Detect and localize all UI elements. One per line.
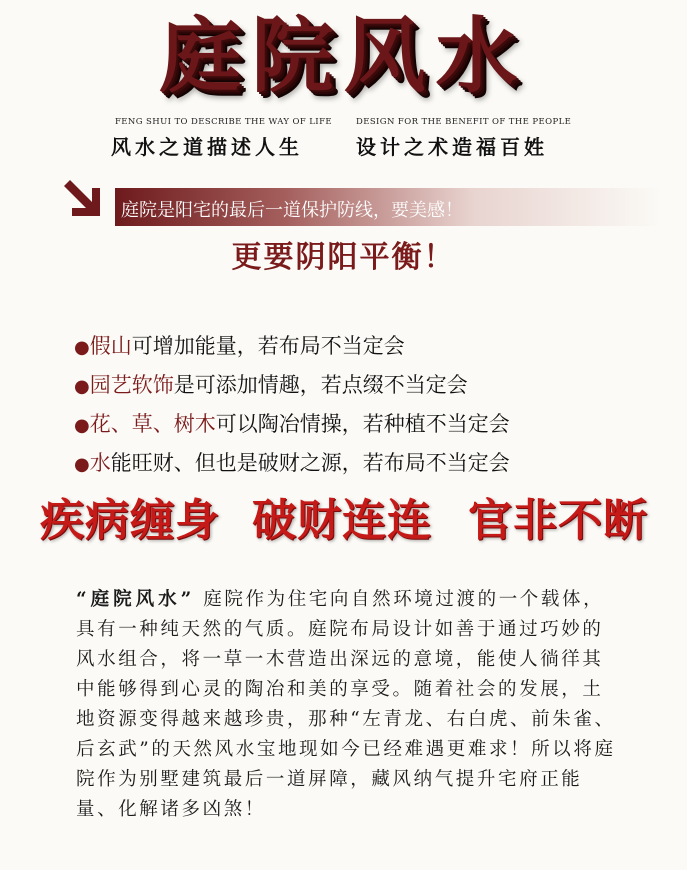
bullet-item	[74, 447, 510, 477]
english-tagline-right: DESIGN FOR THE BENEFIT OF THE PEOPLE	[356, 117, 572, 127]
banner-text: 庭院是阳宅的最后一道保护防线，要美感！	[121, 200, 463, 221]
bullet-text: 是可添加情趣，若点缀不当定会	[173, 373, 468, 397]
bullet-dot-icon: ●	[74, 337, 90, 358]
bullet-highlight: 水	[89, 451, 111, 475]
paragraph-lead: “庭院风水”	[76, 589, 196, 610]
chinese-tagline-right: 设计之术造福百姓	[356, 135, 548, 159]
bullet-text: 能旺财、但也是破财之源，若布局不当定会	[110, 451, 510, 475]
description-paragraph	[76, 585, 616, 825]
warning-illness: 疾病缠身	[40, 495, 220, 546]
bullet-dot-icon: ●	[74, 376, 90, 397]
bullet-highlight: 园艺软饰	[89, 373, 174, 397]
bullet-item	[74, 330, 405, 360]
bullet-highlight: 假山	[89, 334, 132, 358]
page-title: 庭院风水	[159, 8, 528, 104]
bullet-text: 可增加能量，若布局不当定会	[131, 334, 405, 358]
english-tagline-left: FENG SHUI TO DESCRIBE THE WAY OF LIFE	[115, 117, 332, 127]
bullet-dot-icon: ●	[74, 454, 90, 475]
bullet-item	[74, 408, 510, 438]
bullet-highlight: 花、草、树木	[89, 412, 216, 436]
chinese-tagline-left: 风水之道描述人生	[111, 135, 303, 159]
warning-money-loss: 破财连连	[252, 495, 432, 546]
bullet-dot-icon: ●	[74, 415, 90, 436]
warning-lawsuits: 官非不断	[468, 495, 648, 546]
bullet-item	[74, 369, 468, 399]
paragraph-body: 庭院作为住宅向自然环境过渡的一个载体，具有一种纯天然的气质。庭院布局设计如善于通过巧妙的风水组合，将一草一木营造出深远的意境，能使人徜徉其中能够得到心灵的陶冶和美的享受。随着社会的发展，土地资源变得越来越珍贵，那种“左青龙、右白虎、前朱雀、后玄武”的天然风水宝地现如今已经难遇更难求！所以将庭院作为别墅建筑最后一道屏障，藏风纳气提升宅府正能量、化解诸多凶煞！	[76, 589, 616, 820]
banner-subtitle: 更要阴阳平衡！	[231, 240, 456, 275]
bullet-text: 可以陶冶情操，若种植不当定会	[215, 412, 510, 436]
arrow-down-right-icon	[60, 176, 106, 222]
